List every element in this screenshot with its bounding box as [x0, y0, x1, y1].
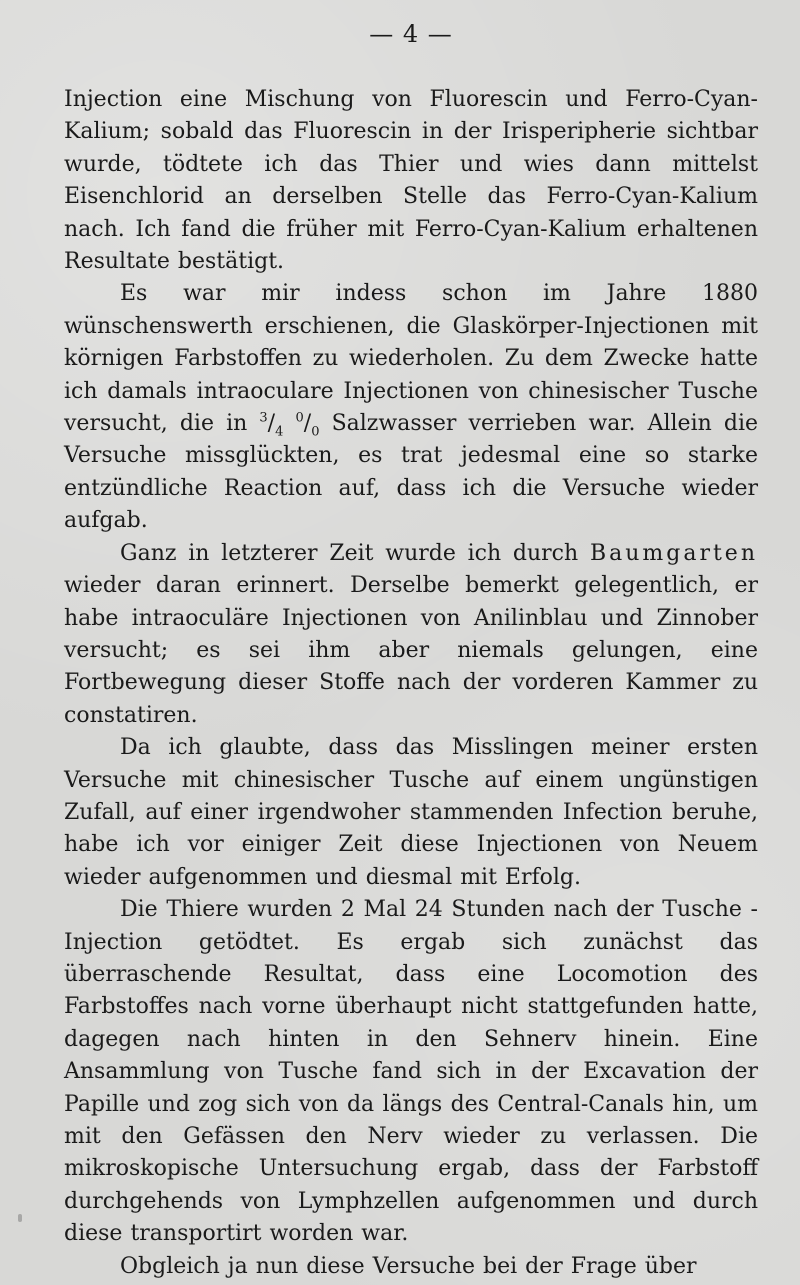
paragraph-3-text-1: Ganz in letzterer Zeit wurde ich durch [120, 540, 590, 566]
paragraph-4: Da ich glaubte, dass das Misslingen meiner ersten Versuche mit chinesischer Tusche auf einem ungünstigen Zufall, auf einer irgendwoher stammenden Infection beruhe, habe ich vor einiger Zeit diese Injectionen von Neuem wieder aufgenommen und diesmal mit Erfolg. [64, 735, 758, 890]
paragraph-6: Obgleich ja nun diese Versuche bei der Frage über [120, 1253, 697, 1279]
paper-speck [18, 1214, 22, 1222]
paragraph-2-text-1: Es war mir indess schon im Jahre 1880 wünschenswerth erschienen, die Glaskörper-Injectionen mit körnigen Farbstoffen zu wiederholen. Zu dem Zwecke hatte ich damals intraoculare Injectionen von chinesischer Tusche versucht, die in [64, 281, 758, 437]
fraction-denominator: 4 [275, 424, 284, 440]
fraction-numerator: 3 [259, 410, 268, 426]
page-number: — 4 — [369, 20, 453, 48]
paragraph-2: Es war mir indess schon im Jahre 1880 wünschenswerth erschienen, die Glaskörper-Injectionen mit körnigen Farbstoffen zu wiederholen. Zu dem Zwecke hatte ich damals intraoculare Injectionen von chinesischer Tusche versucht, die in $^3/_4$ $^0/_0$ Salzwasser verrieben war. Allein die Versuche missglückten, es trat jedesmal eine so starke entzündliche Reaction auf, dass ich die Versuche wieder aufgab. [64, 281, 759, 534]
author-name: Baumgarten [589, 540, 758, 566]
percent-upper: 0 [295, 410, 304, 426]
paragraph-3 [64, 538, 758, 732]
paragraph-2-text-2: Salzwasser verrieben war. Allein die Versuche missglückten, es trat jedesmal eine so starke entzündliche Reaction auf, dass ich die Versuche wieder aufgab. [64, 411, 759, 534]
paragraph-3-text-2: wieder daran erinnert. Derselbe bemerkt gelegentlich, er habe intraoculäre Injectionen von Anilinblau und Zinnober versucht; es sei ihm aber niemals gelungen, eine Fortbewegung dieser Stoffe nach der vorderen Kammer zu constatiren. [64, 573, 758, 728]
percent-lower: 0 [311, 424, 320, 440]
paragraph-1: Injection eine Mischung von Fluorescin und Ferro-Cyan-Kalium; sobald das Fluorescin in der Irisperipherie sichtbar wurde, tödtete ich das Thier und wies dann mittelst Eisenchlorid an derselben Stelle das Ferro-Cyan-Kalium nach. Ich fand die früher mit Ferro-Cyan-Kalium erhaltenen Resultate bestätigt. [64, 87, 758, 275]
paragraph-5: Die Thiere wurden 2 Mal 24 Stunden nach der Tusche - Injection getödtet. Es ergab sich zunächst das überraschende Resultat, dass eine Locomotion des Farbstoffes nach vorne überhaupt nicht stattgefunden hatte, dagegen nach hinten in den Sehnerv hinein. Eine Ansammlung von Tusche fand sich in der Excavation der Papille und zog sich von da längs des Central-Canals hin, um mit den Gefässen den Nerv wieder zu verlassen. Die mikroskopische Untersuchung ergab, dass der Farbstoff durchgehends von Lymphzellen aufgenommen und durch diese transportirt worden war. [64, 897, 758, 1247]
